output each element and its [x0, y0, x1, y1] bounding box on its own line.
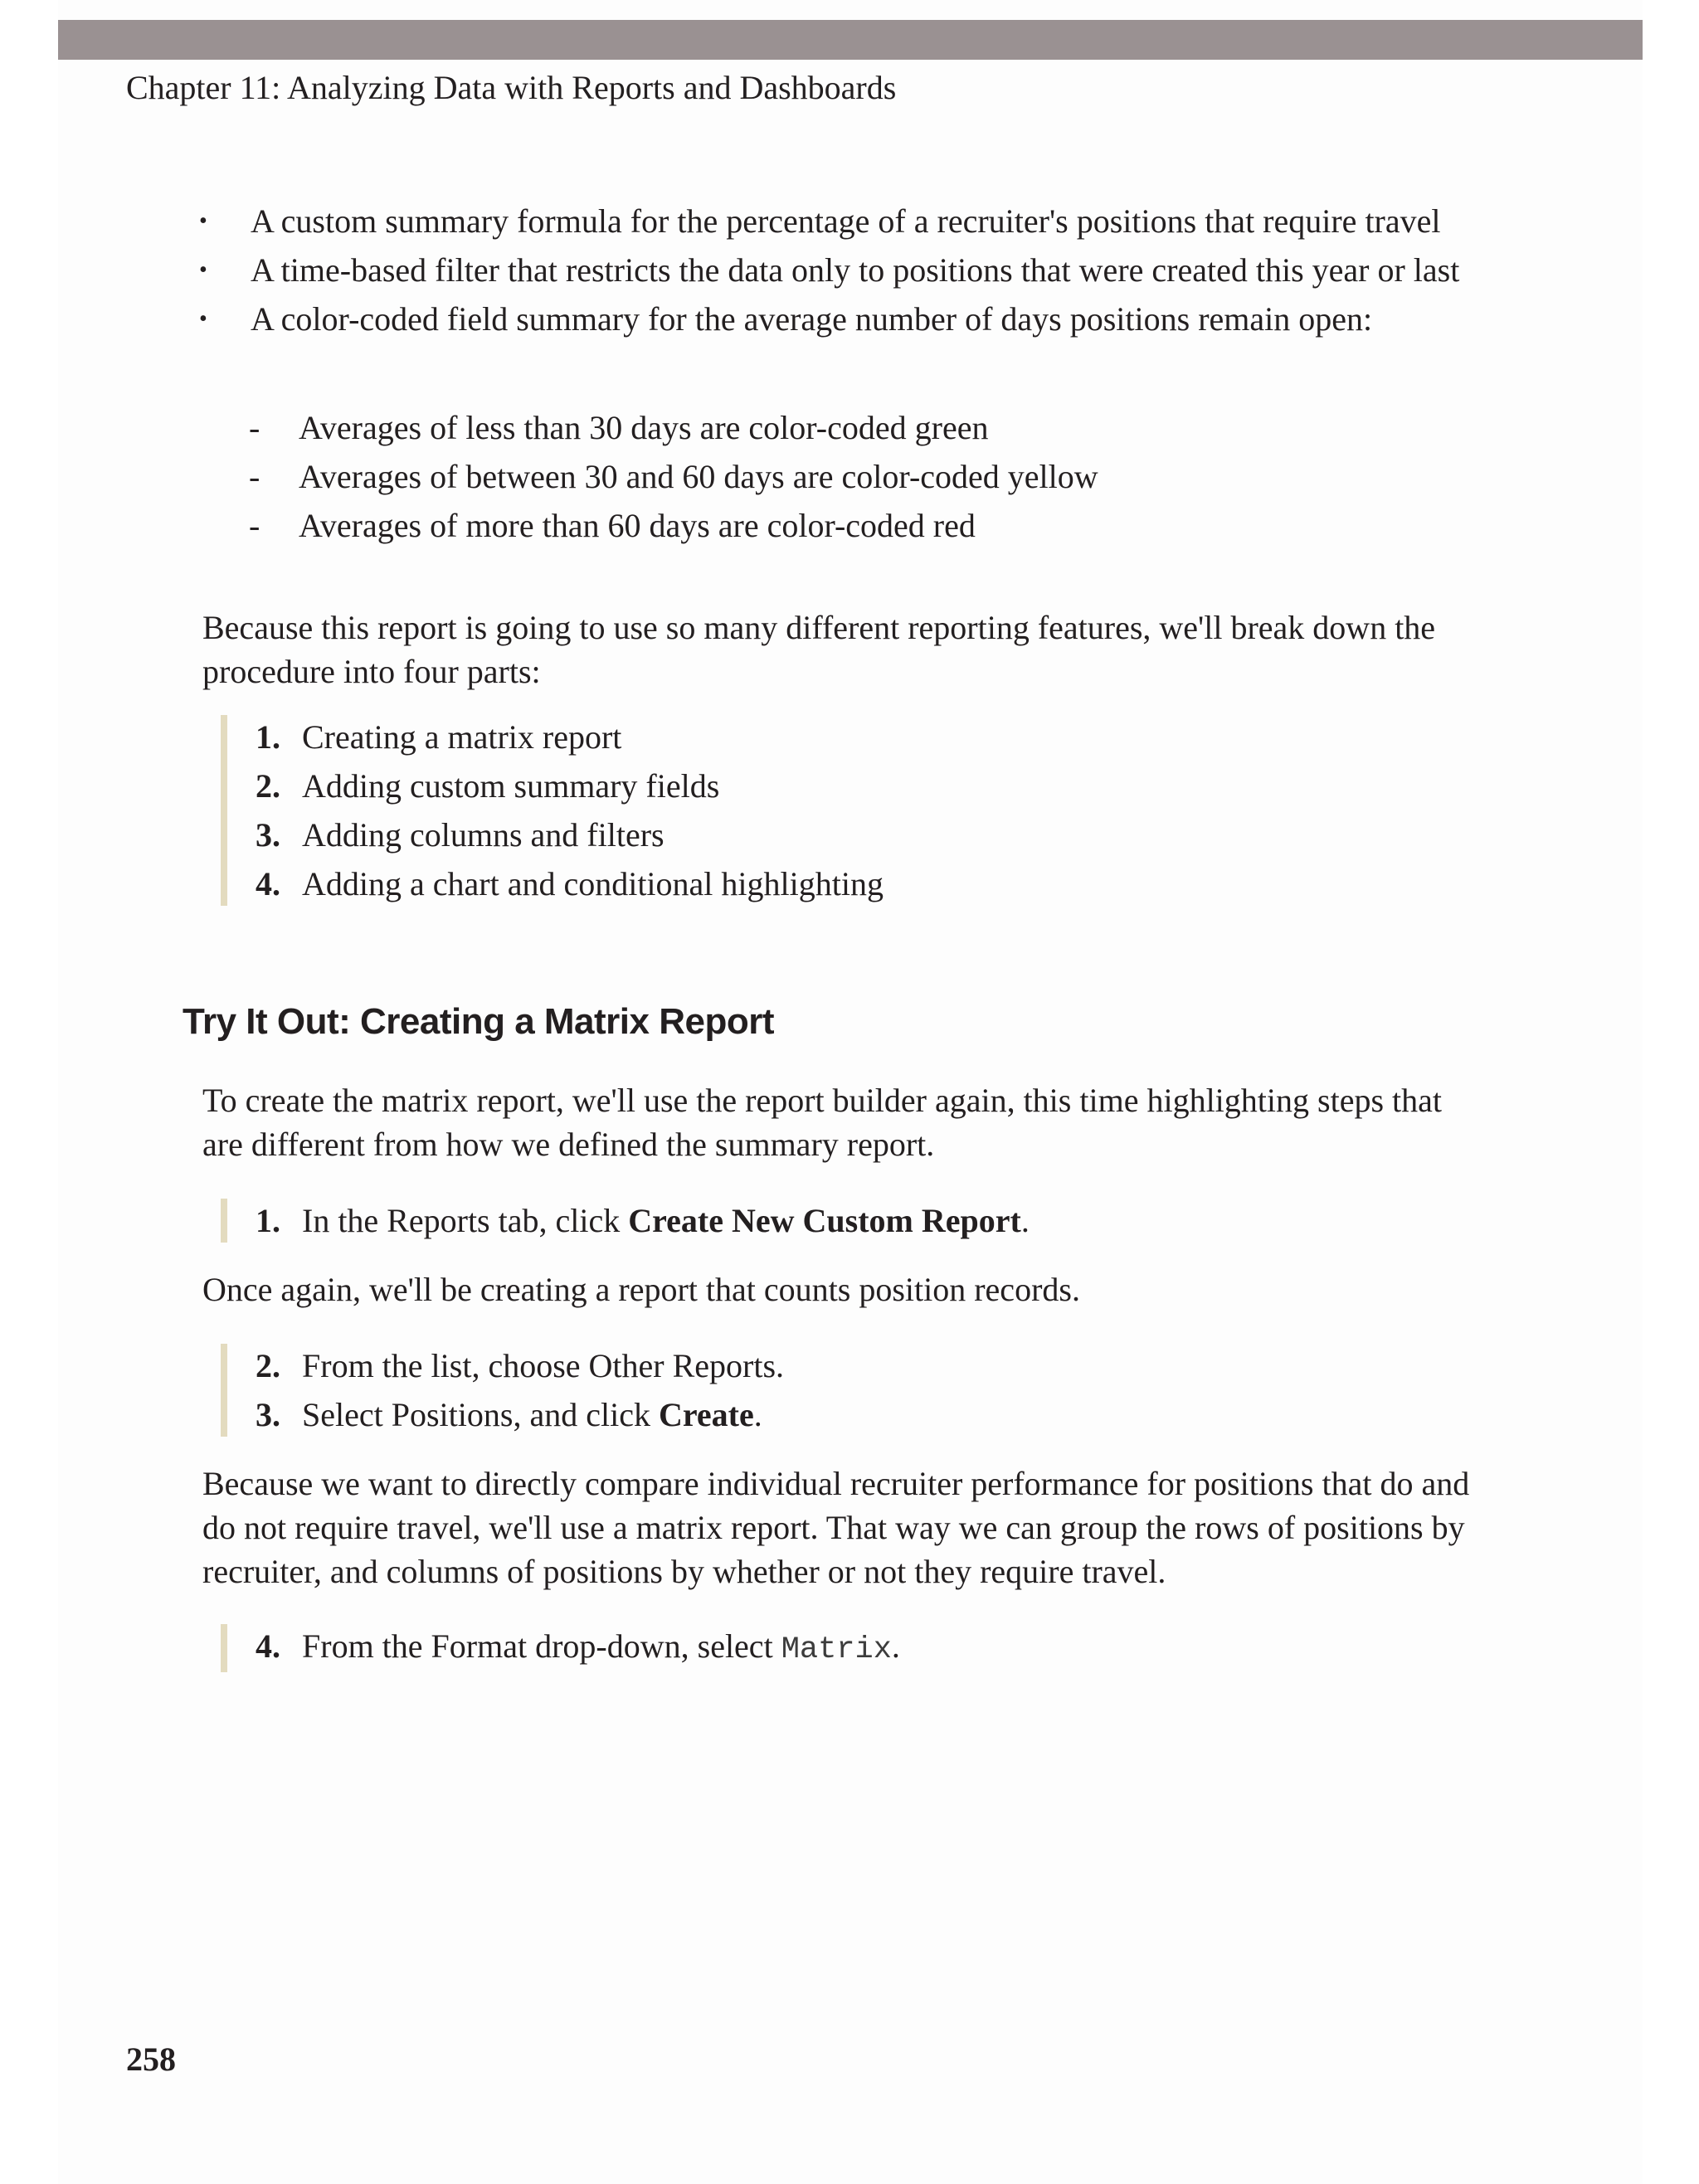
step-list-2	[221, 1344, 784, 1437]
code-value: Matrix	[781, 1632, 892, 1667]
dash-icon: -	[249, 458, 260, 495]
bullet-icon: •	[199, 208, 207, 234]
step-punct: .	[753, 1396, 762, 1433]
step-list-3	[221, 1624, 900, 1672]
step-number: 1.	[256, 718, 280, 756]
part-text: Adding custom summary fields	[302, 767, 720, 805]
step-punct: .	[891, 1627, 900, 1665]
list-item	[256, 813, 884, 857]
step-number: 3.	[256, 1396, 280, 1433]
bullet-icon: •	[199, 306, 207, 332]
intro-paragraph: Because this report is going to use so many different reporting features, we'll break down the procedure into four parts:	[202, 609, 1436, 690]
step-number: 4.	[256, 865, 280, 902]
sub-bullet-text: Averages of between 30 and 60 days are color-coded yellow	[299, 458, 1098, 495]
step-list-1	[221, 1199, 1030, 1243]
step-text: From the list, choose Other Reports.	[302, 1347, 785, 1384]
part-text: Adding a chart and conditional highlighting	[302, 865, 884, 902]
dash-icon: -	[249, 507, 260, 544]
list-item	[199, 297, 1477, 341]
matrix-explanation-paragraph: Because we want to directly compare individual recruiter performance for positions that do and do not require travel, we'll use a matrix report. That way we can group the rows of positions by recruiter, and columns of positions by whether or not they require travel.	[202, 1465, 1470, 1590]
step-number: 3.	[256, 816, 280, 854]
part-text: Adding columns and filters	[302, 816, 665, 854]
step-number: 2.	[256, 1347, 280, 1384]
list-item	[199, 248, 1477, 292]
section-intro: To create the matrix report, we'll use the report builder again, this time highlighting steps that are different from how we defined the summary report.	[202, 1082, 1443, 1163]
ui-label-bold: Create	[658, 1396, 754, 1433]
step-number: 4.	[256, 1627, 280, 1665]
bullet-text: A custom summary formula for the percentage of a recruiter's positions that require travel	[251, 202, 1441, 240]
list-item	[249, 503, 1410, 547]
step-text: From the Format drop-down, select	[302, 1627, 781, 1665]
page-number: 258	[126, 2041, 176, 2078]
list-item	[249, 406, 1410, 450]
step-number: 2.	[256, 767, 280, 805]
step-punct: .	[1020, 1202, 1030, 1239]
sub-bullet-text: Averages of less than 30 days are color-coded green	[299, 409, 989, 446]
step-text: Select Positions, and click	[302, 1396, 659, 1433]
list-item	[249, 455, 1410, 499]
bullet-text: A color-coded field summary for the average number of days positions remain open:	[251, 300, 1373, 338]
part-text: Creating a matrix report	[302, 718, 622, 756]
feature-bullet-list	[199, 199, 1477, 346]
header-bar	[58, 20, 1643, 60]
step-text: In the Reports tab, click	[302, 1202, 629, 1239]
list-item	[256, 1344, 784, 1388]
list-item	[256, 715, 884, 759]
list-item	[256, 764, 884, 808]
step-number: 1.	[256, 1202, 280, 1239]
ui-label-bold: Create New Custom Report	[628, 1202, 1021, 1239]
bullet-icon: •	[199, 257, 207, 283]
running-head: Chapter 11: Analyzing Data with Reports and Dashboards	[126, 69, 897, 106]
parts-list	[221, 715, 884, 906]
list-item	[256, 1624, 900, 1672]
sub-bullet-text: Averages of more than 60 days are color-coded red	[299, 507, 976, 544]
after-step1-paragraph: Once again, we'll be creating a report that counts position records.	[202, 1271, 1080, 1308]
list-item	[256, 1199, 1030, 1243]
color-rule-list	[249, 406, 1410, 552]
list-item	[199, 199, 1477, 243]
dash-icon: -	[249, 409, 260, 446]
list-item	[256, 862, 884, 906]
section-heading: Try It Out: Creating a Matrix Report	[183, 1001, 774, 1042]
bullet-text: A time-based filter that restricts the data only to positions that were created this year or last	[251, 251, 1460, 289]
list-item	[256, 1393, 784, 1437]
